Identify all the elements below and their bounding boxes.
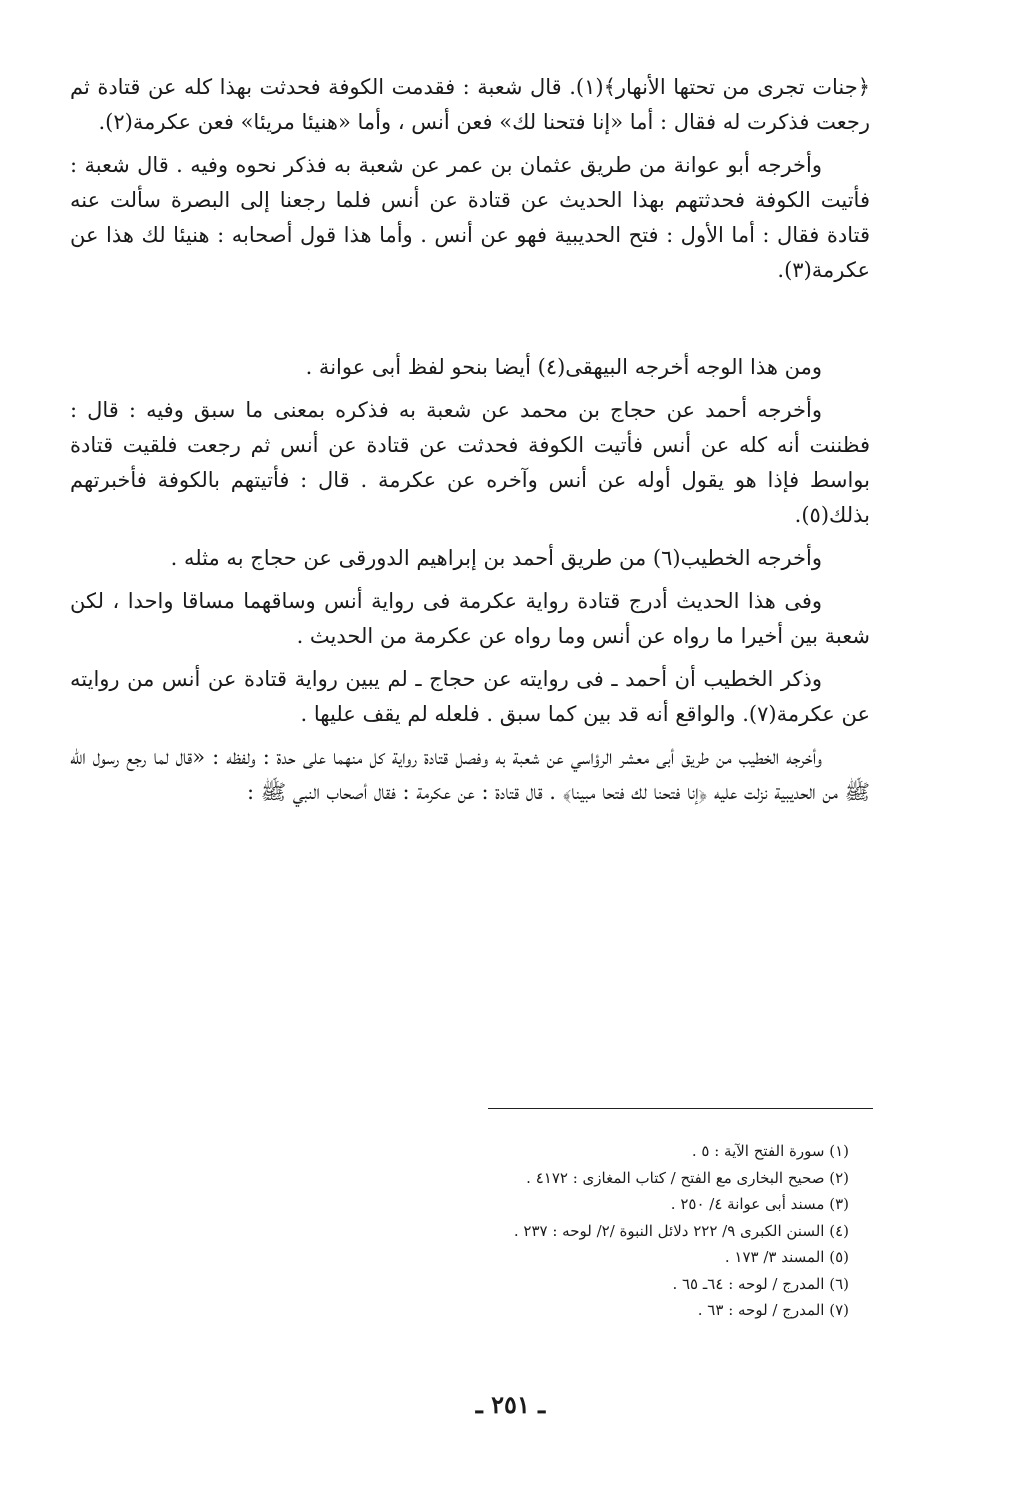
section-gap (70, 296, 870, 350)
main-text (70, 70, 870, 818)
paragraph-2: وأخرجه أبو عوانة من طريق عثمان بن عمر عن شعبة به فذكر نحوه وفيه . قال شعبة : فأتيت الكوفة فحدثتهم بهذا الحديث عن قتادة عن أنس فلما رجعنا إلى البصرة سألت عنه قتادة فقال : أما الأول : فتح الحديبية فهو عن أنس . وأما هذا قول أصحابه : هنيئا لك هذا عن عكرمة(٣). (70, 153, 870, 282)
footnote-2: (٢) صحيح البخارى مع الفتح / كتاب المغازى : ٤١٧٢ . (526, 1168, 849, 1187)
footnote-7: (٧) المدرج / لوحه : ٦٣ . (697, 1301, 849, 1319)
footnote-separator (488, 1108, 873, 1109)
paragraph-6: وفى هذا الحديث أدرج قتادة رواية عكرمة فى رواية أنس وساقهما مساقا واحدا ، لكن شعبة بين أخيرا ما رواه عن أنس وما رواه عن عكرمة من الحديث . (70, 589, 870, 648)
footnote-3: (٣) مسند أبى عوانة ٤/ ٢٥٠ . (670, 1195, 849, 1213)
footnote-6: (٦) المدرج / لوحه : ٦٤ـ ٦٥ . (672, 1274, 849, 1293)
footnote-5: (٥) المسند ٣/ ١٧٣ . (724, 1248, 849, 1266)
page-number: ـ ٢٥١ ـ (475, 1390, 546, 1419)
footnotes (289, 1138, 849, 1324)
paragraph-3: ومن هذا الوجه أخرجه البيهقى(٤) أيضا بنحو لفظ أبى عوانة . (305, 355, 822, 379)
footnote-4: (٤) السنن الكبرى ٩/ ٢٢٢ دلائل النبوة /٢/ لوحه : ٢٣٧ . (513, 1221, 849, 1240)
paragraph-7: وذكر الخطيب أن أحمد ـ فى روايته عن حجاج ـ لم يبين رواية قتادة عن أنس من روايته عن عكرمة(٧). والواقع أنه قد بين كما سبق . فلعله لم يقف عليها . (70, 667, 870, 726)
paragraph-1: ﴿جنات تجرى من تحتها الأنهار﴾(١). قال شعبة : فقدمت الكوفة فحدثت بهذا كله عن قتادة ثم رجعت فذكرت له فقال : أما «إنا فتحنا لك» فعن أنس ، وأما «هنيئا مريئا» فعن عكرمة(٢). (70, 75, 870, 134)
paragraph-5: وأخرجه الخطيب(٦) من طريق أحمد بن إبراهيم الدورقى عن حجاج به مثله . (170, 546, 822, 570)
footnote-1: (١) سورة الفتح الآية : ٥ . (691, 1142, 849, 1160)
paragraph-4: وأخرجه أحمد عن حجاج بن محمد عن شعبة به فذكره بمعنى ما سبق وفيه : قال : فظننت أنه كله عن أنس فأتيت الكوفة فحدثت عن قتادة عن أنس ثم رجعت فلقيت قتادة بواسط فإذا هو يقول أوله عن أنس وآخره عن عكرمة . قال : فأتيتهم بالكوفة فأخبرتهم بذلك(٥). (70, 398, 870, 527)
paragraph-8: وأخرجه الخطيب من طريق أبى معشر الرؤاسي عن شعبة به وفصل قتادة رواية كل منهما على حدة : ولفظه : «قال لما رجع رسول الله ﷺ من الحديبية نزلت عليه ﴿إنا فتحنا لك فتحا مبينا﴾ . قال قتادة : عن عكرمة : فقال أصحاب النبي ﷺ : (70, 745, 870, 804)
